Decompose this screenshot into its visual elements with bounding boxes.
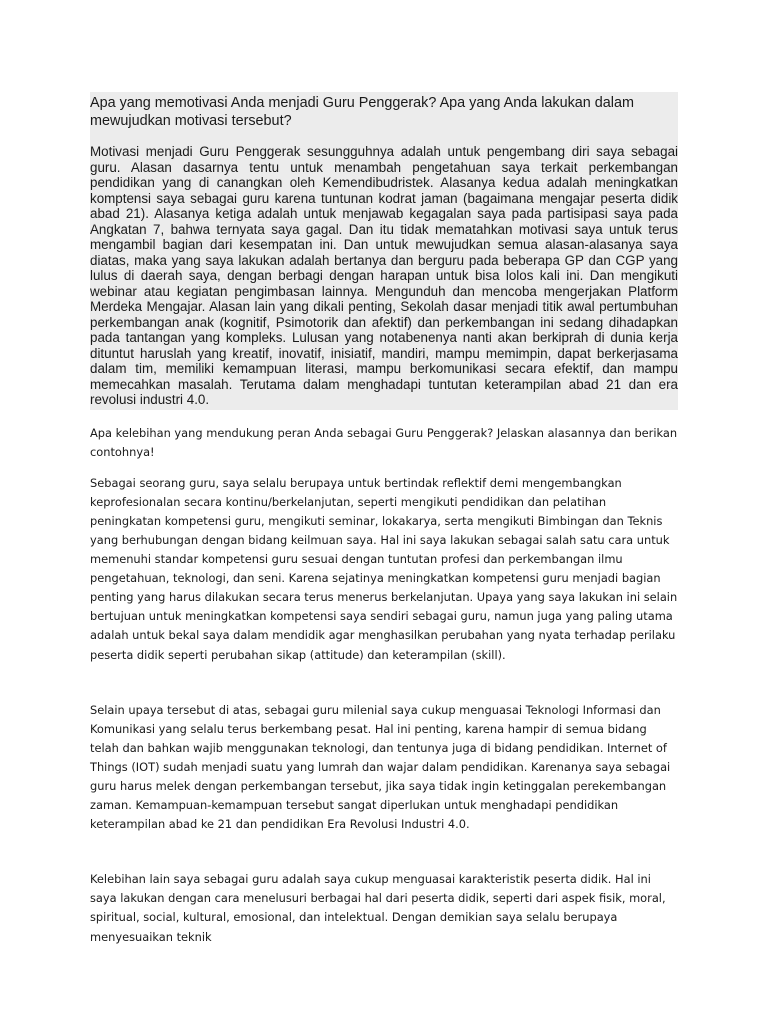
question-2: Apa kelebihan yang mendukung peran Anda sebagai Guru Penggerak? Jelaskan alasannya dan berikan contohnya! [90, 425, 678, 459]
document-page [90, 92, 678, 947]
answer-1: Motivasi menjadi Guru Penggerak sesungguhnya adalah untuk pengembang diri saya sebagai guru. Alasan dasarnya tentu untuk menambah pengetahuan saya terkait perkembangan pendidikan yang di canangkan oleh Kemendibudristek. Alasanya kedua adalah meningkatkan komptensi saya sebagai guru karena tuntunan kodrat jaman (bagaimana mengajar peserta didik abad 21). Alasanya ketiga adalah untuk menjawab kegagalan saya pada partisipasi saya pada Angkatan 7, bahwa ternyata saya gagal. Dan itu tidak mematahkan motivasi saya untuk terus mengambil bagian dari kesempatan ini. Dan untuk mewujudkan semua alasan-alasanya saya diatas, maka yang saya lakukan adalah bertanya dan berguru pada beberapa GP dan CGP yang lulus di daerah saya, dengan berbagi dengan harapan untuk bisa lolos kali ini. Dan mengikuti webinar atau kegiatan pengimbasan lainnya. Mengunduh dan mencoba mengerjakan Platform Merdeka Mengajar. Alasan lain yang dikali penting, Sekolah dasar menjadi titik awal pertumbuhan perkembangan anak (kognitif, Psimotorik dan afektif) dan perkembangan ini sedang dihadapkan pada tantangan yang kompleks. Lulusan yang notabenenya nanti akan berkiprah di dunia kerja dituntut haruslah yang kreatif, inovatif, inisiatif, mandiri, mampu memimpin, dapat berkerjasama dalam tim, memiliki kemampuan literasi, mampu berkomunikasi secara efektif, dan mampu memecahkan masalah. Terutama dalam menghadapi tuntutan keterampilan abad 21 dan era revolusi industri 4.0. [90, 144, 678, 407]
question-1: Apa yang memotivasi Anda menjadi Guru Penggerak? Apa yang Anda lakukan dalam mewujudkan motivasi tersebut? [90, 95, 634, 129]
paragraph-3: Kelebihan lain saya sebagai guru adalah saya cukup menguasai karakteristik peserta didik. Hal ini saya lakukan dengan cara menelusuri berbagai hal dari peserta didik, seperti dari aspek fisik, moral, spiritual, social, kultural, emosional, dan intelektual. Dengan demikian saya selalu berupaya menyesuaikan teknik [90, 872, 666, 944]
paragraph-2: Selain upaya tersebut di atas, sebagai guru milenial saya cukup menguasai Teknologi Informasi dan Komunikasi yang selalu terus berkembang pesat. Hal ini penting, karena hampir di semua bidang telah dan bahkan wajib menggunakan teknologi, dan tentunya juga di bidang pendidikan. Internet of Things (IOT) sudah menjadi suatu yang lumrah dan wajar dalam pendidikan. Karenanya saya sebagai guru harus melek dengan perkembangan tersebut, jika saya tidak ingin ketinggalan perekembangan zaman. Kemampuan-kemampuan tersebut sangat diperlukan untuk menghadapi pendidikan keterampilan abad ke 21 dan pendidikan Era Revolusi Industri 4.0. [90, 702, 671, 832]
paragraph-1: Sebagai seorang guru, saya selalu berupaya untuk bertindak reflektif demi mengembangkan keprofesionalan secara kontinu/berkelanjutan, seperti mengikuti pendidikan dan pelatihan peningkatan kompetensi guru, mengikuti seminar, lokakarya, serta mengikuti Bimbingan dan Teknis yang berhubungan dengan bidang keilmuan saya. Hal ini saya lakukan sebagai salah satu cara untuk memenuhi standar kompetensi guru sesuai dengan tuntutan profesi dan perkembangan ilmu pengetahuan, teknologi, dan seni. Karena sejatinya meningkatkan kompetensi guru menjadi bagian penting yang harus dilakukan secara terus menerus berkelanjutan. Upaya yang saya lakukan ini selain bertujuan untuk meningkatkan kompetensi saya sendiri sebagai guru, namun juga yang paling utama adalah untuk bekal saya dalam mendidik agar menghasilkan perubahan yang nyata terhadap perilaku peserta didik seperti perubahan sikap (attitude) dan keterampilan (skill). [90, 475, 678, 662]
shaded-block [90, 92, 678, 410]
